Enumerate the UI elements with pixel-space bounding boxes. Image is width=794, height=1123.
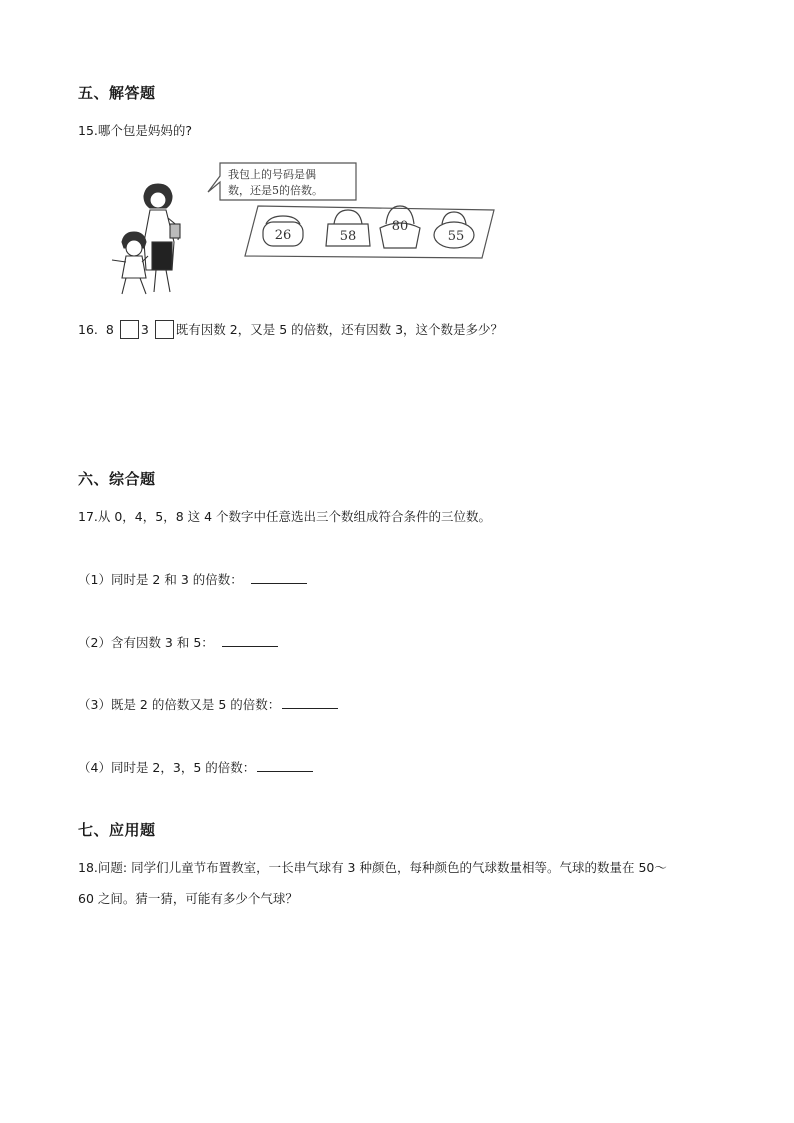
answer-blank-17-1[interactable] [251,571,307,584]
child-figure [112,232,148,294]
digit-blank-box-2[interactable] [155,320,174,339]
question-15-text: 15.哪个包是妈妈的? [78,123,193,138]
digit-blank-box-1[interactable] [120,320,139,339]
question-15-illustration [108,158,500,300]
section-five-title: 五、解答题 [78,84,156,102]
question-17-part-1-label: （1）同时是 2 和 3 的倍数： [78,572,243,587]
answer-blank-17-4[interactable] [257,759,313,772]
question-17-part-4-label: （4）同时是 2，3，5 的倍数： [78,760,256,775]
question-16-digit-1: 8 [105,321,114,337]
answer-blank-17-3[interactable] [282,696,338,709]
section-seven-title: 七、应用题 [78,821,156,839]
question-18-line-2: 60 之间。猜一猜，可能有多少个气球？ [78,891,298,906]
question-17-part-3 [78,696,338,713]
question-17-part-2 [78,634,278,651]
bag-1-number: 26 [274,228,292,243]
question-16-number: 16. [78,321,98,337]
question-17-part-4 [78,759,313,776]
question-17-part-2-label: （2）含有因数 3 和 5： [78,635,214,650]
question-16 [78,320,503,339]
answer-blank-17-2[interactable] [222,634,278,647]
question-16-digit-2: 3 [140,321,149,337]
speech-text-line1: 我包上的号码是偶 [228,168,316,181]
bag-3-number: 80 [391,219,409,234]
question-17-text: 17.从 0，4，5，8 这 4 个数字中任意选出三个数组成符合条件的三位数。 [78,509,492,524]
question-17-part-3-label: （3）既是 2 的倍数又是 5 的倍数： [78,697,281,712]
speech-text-line2: 数，还是5的倍数。 [228,184,323,197]
bag-2-number: 58 [339,229,357,244]
question-16-text: 既有因数 2，又是 5 的倍数，还有因数 3，这个数是多少？ [175,321,504,337]
question-18-line-1: 18.问题: 同学们儿童节布置教室，一长串气球有 3 种颜色，每种颜色的气球数量相等。气球的数量在 50～ [78,860,667,875]
section-six-title: 六、综合题 [78,470,156,488]
bag-4-number: 55 [447,229,465,244]
question-17-part-1 [78,571,307,588]
mother-figure [144,184,180,292]
